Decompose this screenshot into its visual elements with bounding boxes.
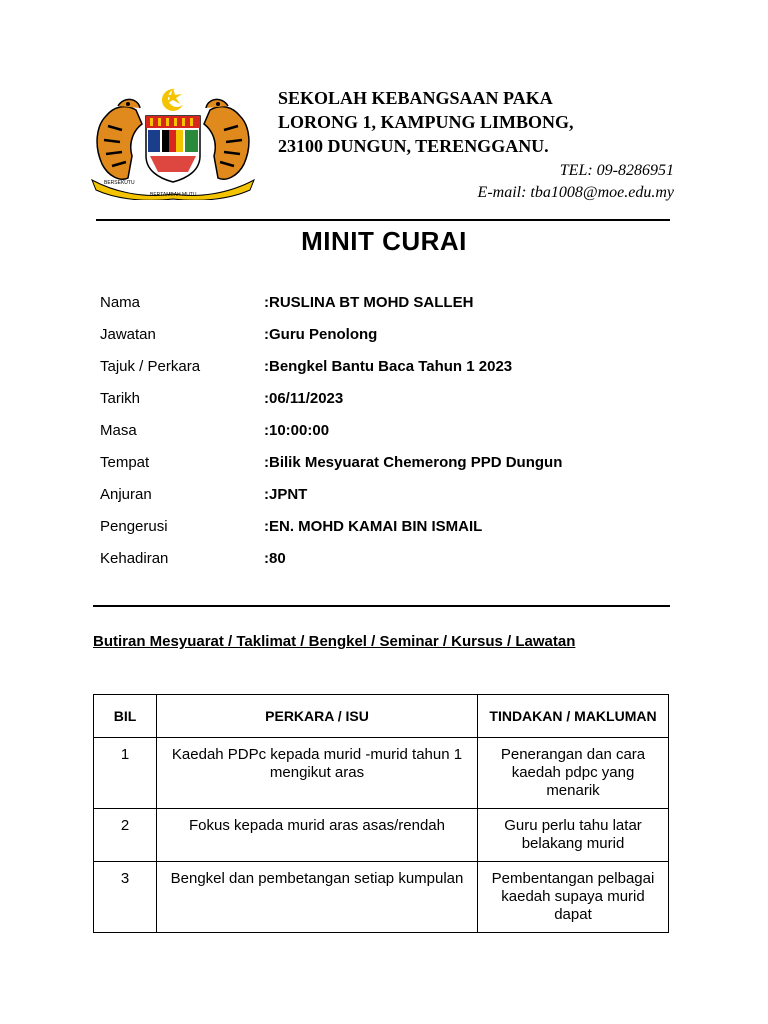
shield-icon [146, 116, 200, 182]
motto-ribbon [92, 180, 254, 200]
table-cell: Bengkel dan pembetangan setiap kumpulan [157, 862, 478, 933]
info-row [100, 414, 562, 446]
info-value: :RUSLINA BT MOHD SALLEH [264, 293, 474, 311]
info-label: Tarikh [100, 389, 141, 407]
info-row [100, 510, 562, 542]
school-address [278, 86, 574, 158]
telephone: TEL: 09-8286951 [559, 162, 674, 179]
school-address-line-2: 23100 DUNGUN, TERENGGANU. [278, 136, 549, 156]
left-tiger-icon [97, 99, 142, 179]
table-cell: Fokus kepada murid aras asas/rendah [157, 809, 478, 862]
coat-of-arms-logo [88, 86, 258, 200]
table-cell: Penerangan dan cara kaedah pdpc yang menarik [478, 738, 669, 809]
info-value: :Bilik Mesyuarat Chemerong PPD Dungun [264, 453, 563, 471]
column-header-bil: BIL [94, 695, 157, 738]
info-value: :Bengkel Bantu Baca Tahun 1 2023 [264, 357, 513, 375]
section-divider [93, 605, 670, 607]
table-cell: 3 [94, 862, 157, 933]
info-label: Nama [100, 293, 141, 311]
motto-left-text: BERSEKUTU [104, 180, 135, 186]
info-row [100, 286, 562, 318]
info-row [100, 382, 562, 414]
column-header-tindakan: TINDAKAN / MAKLUMAN [478, 695, 669, 738]
info-label: Jawatan [100, 325, 156, 343]
table-cell: Pembentangan pelbagai kaedah supaya murid dapat [478, 862, 669, 933]
info-label: Tempat [100, 453, 150, 471]
info-value: :06/11/2023 [264, 389, 344, 407]
table-cell: 1 [94, 738, 157, 809]
email: E-mail: tba1008@moe.edu.my [477, 184, 674, 201]
table-row [94, 862, 669, 933]
info-value: :Guru Penolong [264, 325, 378, 343]
info-row [100, 318, 562, 350]
school-contact [478, 160, 674, 204]
info-value: :EN. MOHD KAMAI BIN ISMAIL [264, 517, 483, 535]
table-row [94, 738, 669, 809]
info-label: Kehadiran [100, 549, 169, 567]
info-value: :80 [264, 549, 286, 567]
table-header-row [94, 695, 669, 738]
info-list [100, 286, 562, 574]
table-cell: Kaedah PDPc kepada murid -murid tahun 1 mengikut aras [157, 738, 478, 809]
minutes-table [93, 694, 669, 933]
info-row [100, 446, 562, 478]
info-row [100, 350, 562, 382]
info-label: Anjuran [100, 485, 152, 503]
school-name: SEKOLAH KEBANGSAAN PAKA [278, 88, 553, 108]
column-header-perkara: PERKARA / ISU [157, 695, 478, 738]
table-row [94, 809, 669, 862]
motto-right-text: BERTAMBAH MUTU [150, 192, 197, 198]
info-label: Masa [100, 421, 137, 439]
info-label: Pengerusi [100, 517, 168, 535]
crescent-star-icon [162, 88, 186, 111]
page-title: MINIT CURAI [301, 226, 467, 256]
school-address-line-1: LORONG 1, KAMPUNG LIMBONG, [278, 112, 574, 132]
info-label: Tajuk / Perkara [100, 357, 201, 375]
right-tiger-icon [204, 99, 249, 179]
info-row [100, 542, 562, 574]
info-value: :10:00:00 [264, 421, 330, 439]
section-heading: Butiran Mesyuarat / Taklimat / Bengkel / Seminar / Kursus / Lawatan [93, 633, 576, 650]
header-divider [96, 219, 670, 221]
table-cell: Guru perlu tahu latar belakang murid [478, 809, 669, 862]
info-value: :JPNT [264, 485, 308, 503]
info-row [100, 478, 562, 510]
table-cell: 2 [94, 809, 157, 862]
